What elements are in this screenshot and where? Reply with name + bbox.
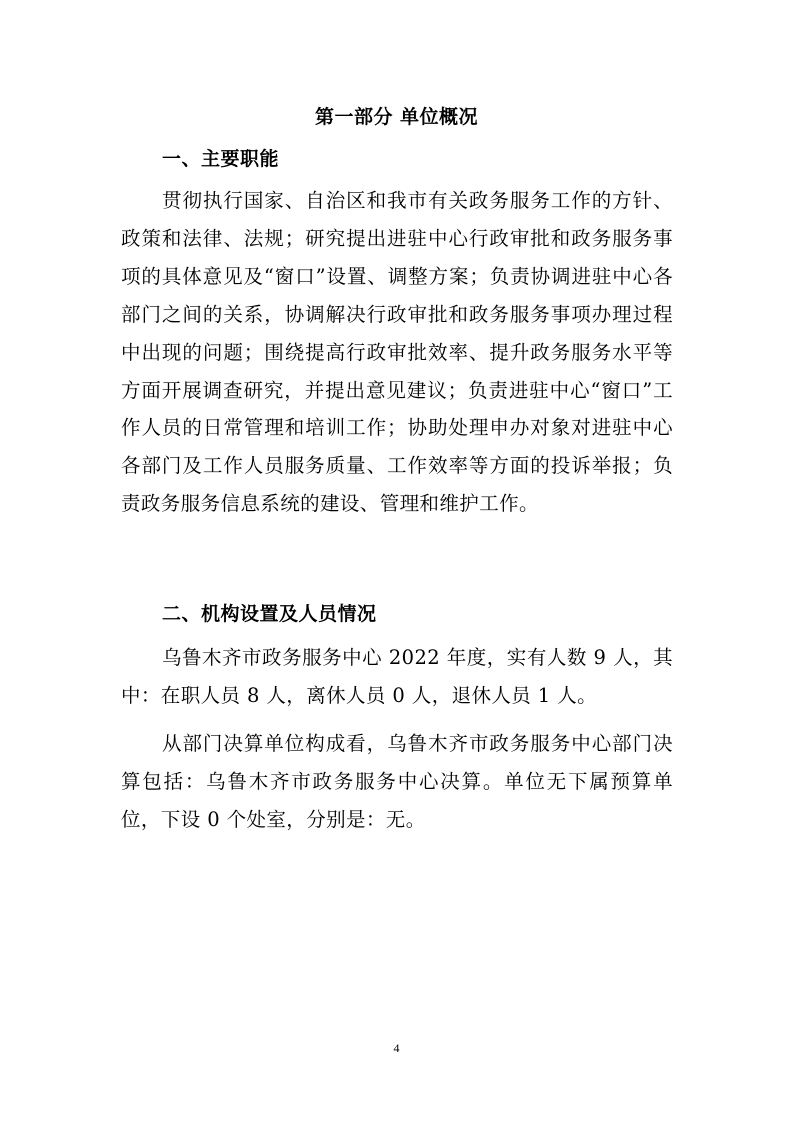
paragraph-staff-count: 乌鲁木齐市政务服务中心 2022 年度，实有人数 9 人，其中：在职人员 8 人，离休人员 0 人，退休人员 1 人。 xyxy=(121,646,673,707)
page-number: 4 xyxy=(393,1041,400,1055)
page-title: 第一部分 单位概况 xyxy=(314,106,479,128)
section-heading-organization-staff: 二、机构设置及人员情况 xyxy=(162,603,377,625)
paragraph-main-functions: 贯彻执行国家、自治区和我市有关政务服务工作的方针、政策和法律、法规；研究提出进驻中心行政审批和政务服务事项的具体意见及“窗口”设置、调整方案；负责协调进驻中心各部门之间的关系，协调解决行政审批和政务服务事项办理过程中出现的问题；围绕提高行政审批效率、提升政务服务水平等方面开展调查研究，并提出意见建议；负责进驻中心“窗口”工作人员的日常管理和培训工作；协助处理申办对象对进驻中心各部门及工作人员服务质量、工作效率等方面的投诉举报；负责政务服务信息系统的建设、管理和维护工作。 xyxy=(121,189,673,516)
paragraph-unit-composition: 从部门决算单位构成看，乌鲁木齐市政务服务中心部门决算包括：乌鲁木齐市政务服务中心决算。单位无下属预算单位，下设 0 个处室，分别是：无。 xyxy=(121,732,673,831)
section-heading-main-functions: 一、主要职能 xyxy=(162,148,280,170)
